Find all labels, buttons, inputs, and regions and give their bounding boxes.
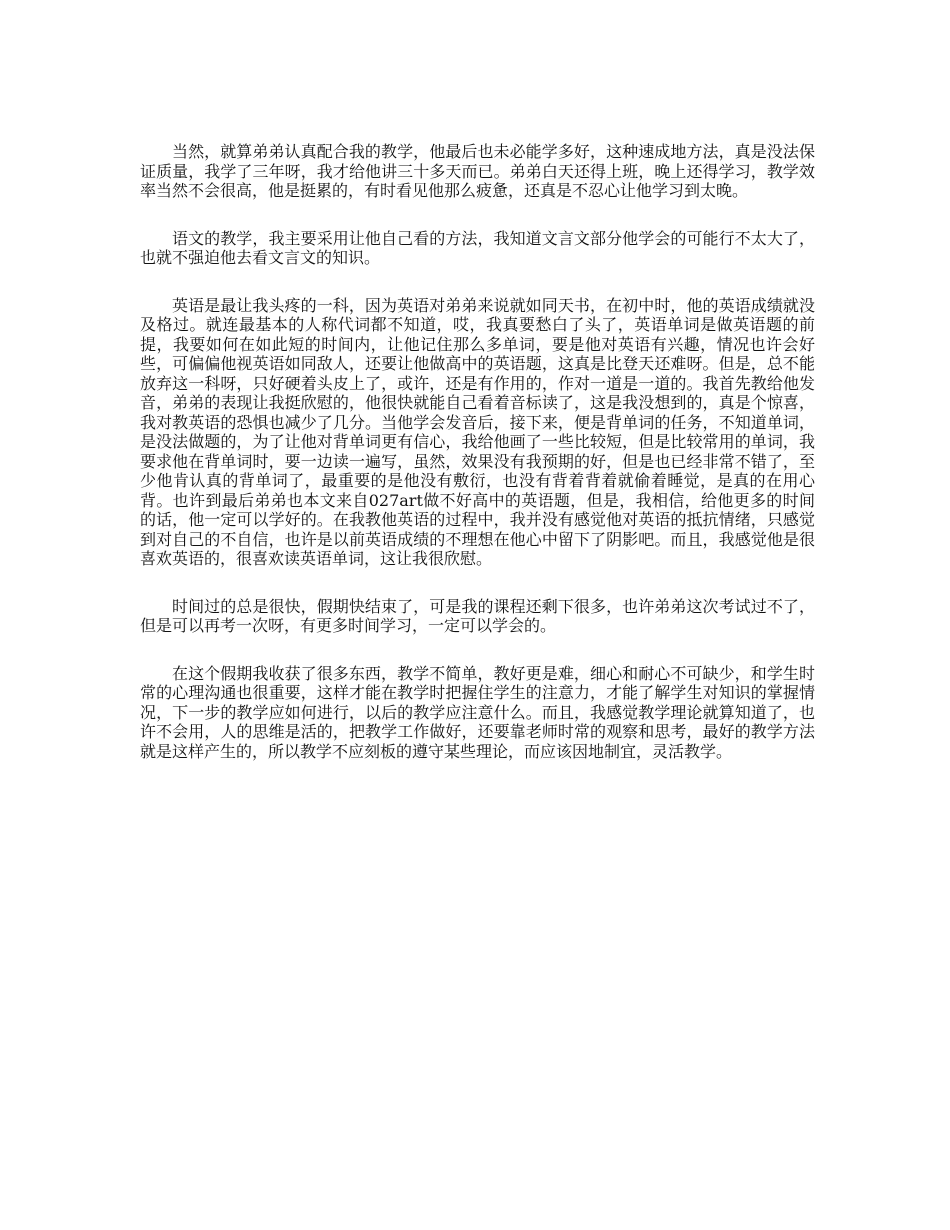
paragraph-1: 当然，就算弟弟认真配合我的教学，他最后也未必能学多好，这种速成地方法，真是没法保证质量，我学了三年呀，我才给他讲三十多天而已。弟弟白天还得上班，晚上还得学习，教学效率当然不会很高，他是挺累的，有时看见他那么疲惫，还真是不忍心让他学习到太晚。 [140, 142, 815, 200]
document-page [140, 142, 815, 789]
paragraph-2: 语文的教学，我主要采用让他自己看的方法，我知道文言文部分他学会的可能行不太大了，也就不强迫他去看文言文的知识。 [140, 228, 815, 267]
paragraph-4: 时间过的总是很快，假期快结束了，可是我的课程还剩下很多，也许弟弟这次考试过不了，但是可以再考一次呀，有更多时间学习，一定可以学会的。 [140, 596, 815, 635]
paragraph-5: 在这个假期我收获了很多东西，教学不简单，教好更是难，细心和耐心不可缺少，和学生时常的心理沟通也很重要，这样才能在教学时把握住学生的注意力，才能了解学生对知识的掌握情况，下一步的教学应如何进行，以后的教学应注意什么。而且，我感觉教学理论就算知道了，也许不会用，人的思维是活的，把教学工作做好，还要靠老师时常的观察和思考，最好的教学方法就是这样产生的，所以教学不应刻板的遵守某些理论，而应该因地制宜，灵活教学。 [140, 663, 815, 761]
paragraph-3: 英语是最让我头疼的一科，因为英语对弟弟来说就如同天书，在初中时，他的英语成绩就没及格过。就连最基本的人称代词都不知道，哎，我真要愁白了头了，英语单词是做英语题的前提，我要如何在如此短的时间内，让他记住那么多单词，要是他对英语有兴趣，情况也许会好些，可偏偏他视英语如同敌人，还要让他做高中的英语题，这真是比登天还难呀。但是，总不能放弃这一科呀，只好硬着头皮上了，或许，还是有作用的，作对一道是一道的。我首先教给他发音，弟弟的表现让我挺欣慰的，他很快就能自己看着音标读了，这是我没想到的，真是个惊喜，我对教英语的恐惧也减少了几分。当他学会发音后，接下来，便是背单词的任务，不知道单词，是没法做题的，为了让他对背单词更有信心，我给他画了一些比较短，但是比较常用的单词，我要求他在背单词时，要一边读一遍写，虽然，效果没有我预期的好，但是也已经非常不错了，至少他肯认真的背单词了，最重要的是他没有敷衍，也没有背着背着就偷着睡觉，是真的在用心背。也许到最后弟弟也本文来自027art做不好高中的英语题，但是，我相信，给他更多的时间的话，他一定可以学好的。在我教他英语的过程中，我并没有感觉他对英语的抵抗情绪，只感觉到对自己的不自信，也许是以前英语成绩的不理想在他心中留下了阴影吧。而且，我感觉他是很喜欢英语的，很喜欢读英语单词，这让我很欣慰。 [140, 295, 815, 568]
